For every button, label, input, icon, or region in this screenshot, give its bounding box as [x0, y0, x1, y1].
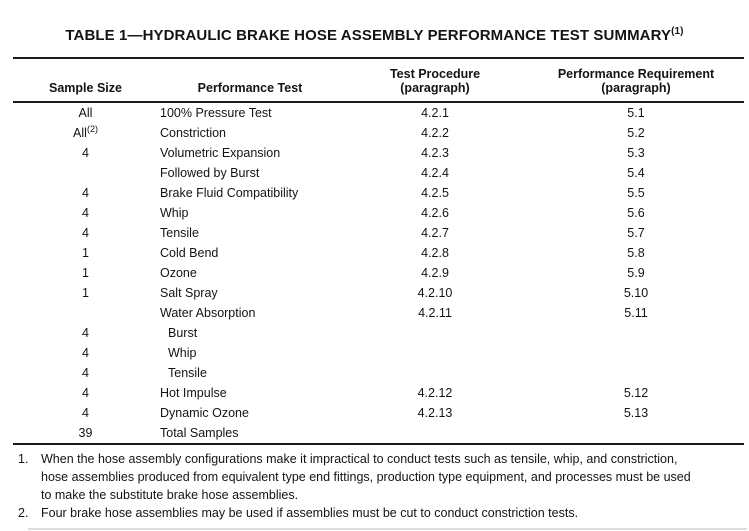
footnote-item [13, 450, 744, 504]
cell-sample-size: 4 [82, 146, 89, 160]
cell-test-procedure: 4.2.7 [421, 226, 449, 240]
cell-test-procedure: 4.2.11 [418, 306, 452, 320]
cell-test-procedure: 4.2.3 [421, 146, 449, 160]
footnote-item [13, 504, 744, 522]
table-row [13, 263, 744, 283]
cell-test-procedure: 4.2.9 [421, 266, 449, 280]
footnote-text [41, 450, 744, 504]
table-row [13, 283, 744, 303]
footnote-line: to make the substitute brake hose assemblies. [41, 488, 299, 502]
cell-test-procedure [342, 423, 528, 443]
cell-test-procedure: 4.2.13 [417, 406, 453, 420]
column-header-test-procedure [342, 67, 528, 95]
cell-sample-size: 4 [82, 326, 89, 340]
table-row [13, 303, 744, 323]
cell-sample-size: 4 [82, 226, 89, 240]
table-row [13, 343, 744, 363]
cell-performance-requirement: 5.12 [623, 386, 649, 400]
table-row [13, 123, 744, 143]
cell-sample-size: 39 [78, 426, 93, 440]
cell-performance-requirement: 5.2 [627, 126, 645, 140]
cell-performance-requirement [528, 343, 744, 363]
cell-performance-test: Tensile [168, 366, 207, 380]
table-bottom-rule [13, 443, 744, 445]
table-title-text: TABLE 1—HYDRAULIC BRAKE HOSE ASSEMBLY PERFORMANCE TEST SUMMARY [65, 27, 672, 44]
column-header-performance-test [158, 81, 342, 95]
cell-sample-size: 4 [82, 386, 89, 400]
cell-performance-test: Whip [160, 206, 189, 220]
cell-sample-size: All [78, 106, 93, 120]
table-row [13, 103, 744, 123]
table-row [13, 223, 744, 243]
cell-performance-requirement: 5.6 [627, 206, 645, 220]
cell-performance-test: Followed by Burst [160, 166, 260, 180]
footnote-line: When the hose assembly configurations make it impractical to conduct tests such as tensile, whip, and constriction, [41, 452, 678, 466]
cell-test-procedure [342, 343, 528, 363]
cell-test-procedure: 4.2.12 [417, 386, 453, 400]
cell-sample-size: 1 [82, 266, 89, 280]
cell-performance-requirement: 5.8 [627, 246, 645, 260]
cell-test-procedure: 4.2.6 [421, 206, 449, 220]
column-header-label: Test Procedure [389, 67, 481, 81]
table-row [13, 143, 744, 163]
footnote-number: 2. [18, 506, 29, 520]
performance-test-table [13, 57, 744, 445]
column-header-subline: (paragraph) [400, 81, 470, 95]
column-header-performance-requirement [528, 67, 744, 95]
column-header-label: Sample Size [49, 81, 122, 95]
cell-performance-requirement: 5.7 [627, 226, 645, 240]
cell-performance-test: Cold Bend [160, 246, 219, 260]
cell-performance-test: Salt Spray [160, 286, 218, 300]
cell-performance-test: Volumetric Expansion [160, 146, 281, 160]
table-row [13, 423, 744, 443]
table-title-footnote-ref: (1) [671, 26, 684, 37]
cell-performance-requirement: 5.3 [627, 146, 645, 160]
column-header-label: Performance Requirement [557, 67, 715, 81]
cell-performance-test: Total Samples [160, 426, 239, 440]
cell-performance-requirement: 5.4 [627, 166, 645, 180]
table-row [13, 403, 744, 423]
cell-performance-requirement: 5.13 [623, 406, 649, 420]
column-header-label: Performance Test [197, 81, 303, 95]
cell-test-procedure: 4.2.2 [421, 126, 449, 140]
cell-performance-test: Whip [168, 346, 197, 360]
table-row [13, 203, 744, 223]
cell-sample-size [13, 303, 158, 323]
footnote-line: Four brake hose assemblies may be used if assemblies must be cut to conduct constriction tests. [41, 506, 579, 520]
table-row [13, 243, 744, 263]
footnote-number: 1. [18, 452, 29, 466]
cell-test-procedure [342, 323, 528, 343]
page-bottom-scan-edge [28, 528, 747, 530]
table-row [13, 163, 744, 183]
cell-performance-requirement: 5.10 [623, 286, 649, 300]
cell-sample-size: 4 [82, 206, 89, 220]
footnote-line: hose assemblies produced from equivalent type end fittings, production type equipment, and processes must be used [41, 470, 691, 484]
table-row [13, 323, 744, 343]
cell-test-procedure: 4.2.1 [421, 106, 449, 120]
cell-test-procedure [342, 363, 528, 383]
cell-test-procedure: 4.2.5 [421, 186, 449, 200]
cell-performance-test: Hot Impulse [160, 386, 227, 400]
column-header-subline: (paragraph) [601, 81, 671, 95]
cell-test-procedure: 4.2.4 [421, 166, 449, 180]
cell-sample-size: 4 [82, 346, 89, 360]
cell-sample-size: 1 [82, 286, 89, 300]
cell-sample-size: 4 [82, 366, 89, 380]
cell-performance-requirement [528, 423, 744, 443]
cell-performance-test: Water Absorption [160, 306, 256, 320]
cell-performance-test: Dynamic Ozone [160, 406, 249, 420]
table-header-row [13, 59, 744, 101]
cell-performance-requirement: 5.9 [627, 266, 645, 280]
table-body [13, 103, 744, 443]
table-row [13, 383, 744, 403]
column-header-sample-size [13, 81, 158, 95]
cell-performance-test: 100% Pressure Test [160, 106, 272, 120]
table-row [13, 363, 744, 383]
cell-performance-test: Ozone [160, 266, 197, 280]
cell-performance-test: Brake Fluid Compatibility [160, 186, 299, 200]
cell-sample-size [13, 163, 158, 183]
cell-performance-requirement: 5.1 [627, 106, 645, 120]
cell-test-procedure: 4.2.10 [417, 286, 453, 300]
cell-sample-size: 4 [82, 406, 89, 420]
cell-performance-requirement: 5.5 [627, 186, 645, 200]
cell-sample-size: All$^{(2)}$ [73, 123, 98, 140]
cell-performance-test: Burst [168, 326, 198, 340]
table-title [0, 27, 749, 44]
cell-performance-requirement: 5.11 [624, 306, 648, 320]
sample-size-footnote-ref: (2) [86, 123, 98, 134]
footnote-text [41, 504, 744, 522]
cell-sample-size: 1 [82, 246, 89, 260]
table-row [13, 183, 744, 203]
cell-test-procedure: 4.2.8 [421, 246, 449, 260]
cell-sample-size: 4 [82, 186, 89, 200]
cell-performance-test: Tensile [160, 226, 199, 240]
cell-performance-test: Constriction [160, 126, 226, 140]
cell-performance-requirement [528, 363, 744, 383]
footnotes [13, 450, 744, 522]
cell-performance-requirement [528, 323, 744, 343]
